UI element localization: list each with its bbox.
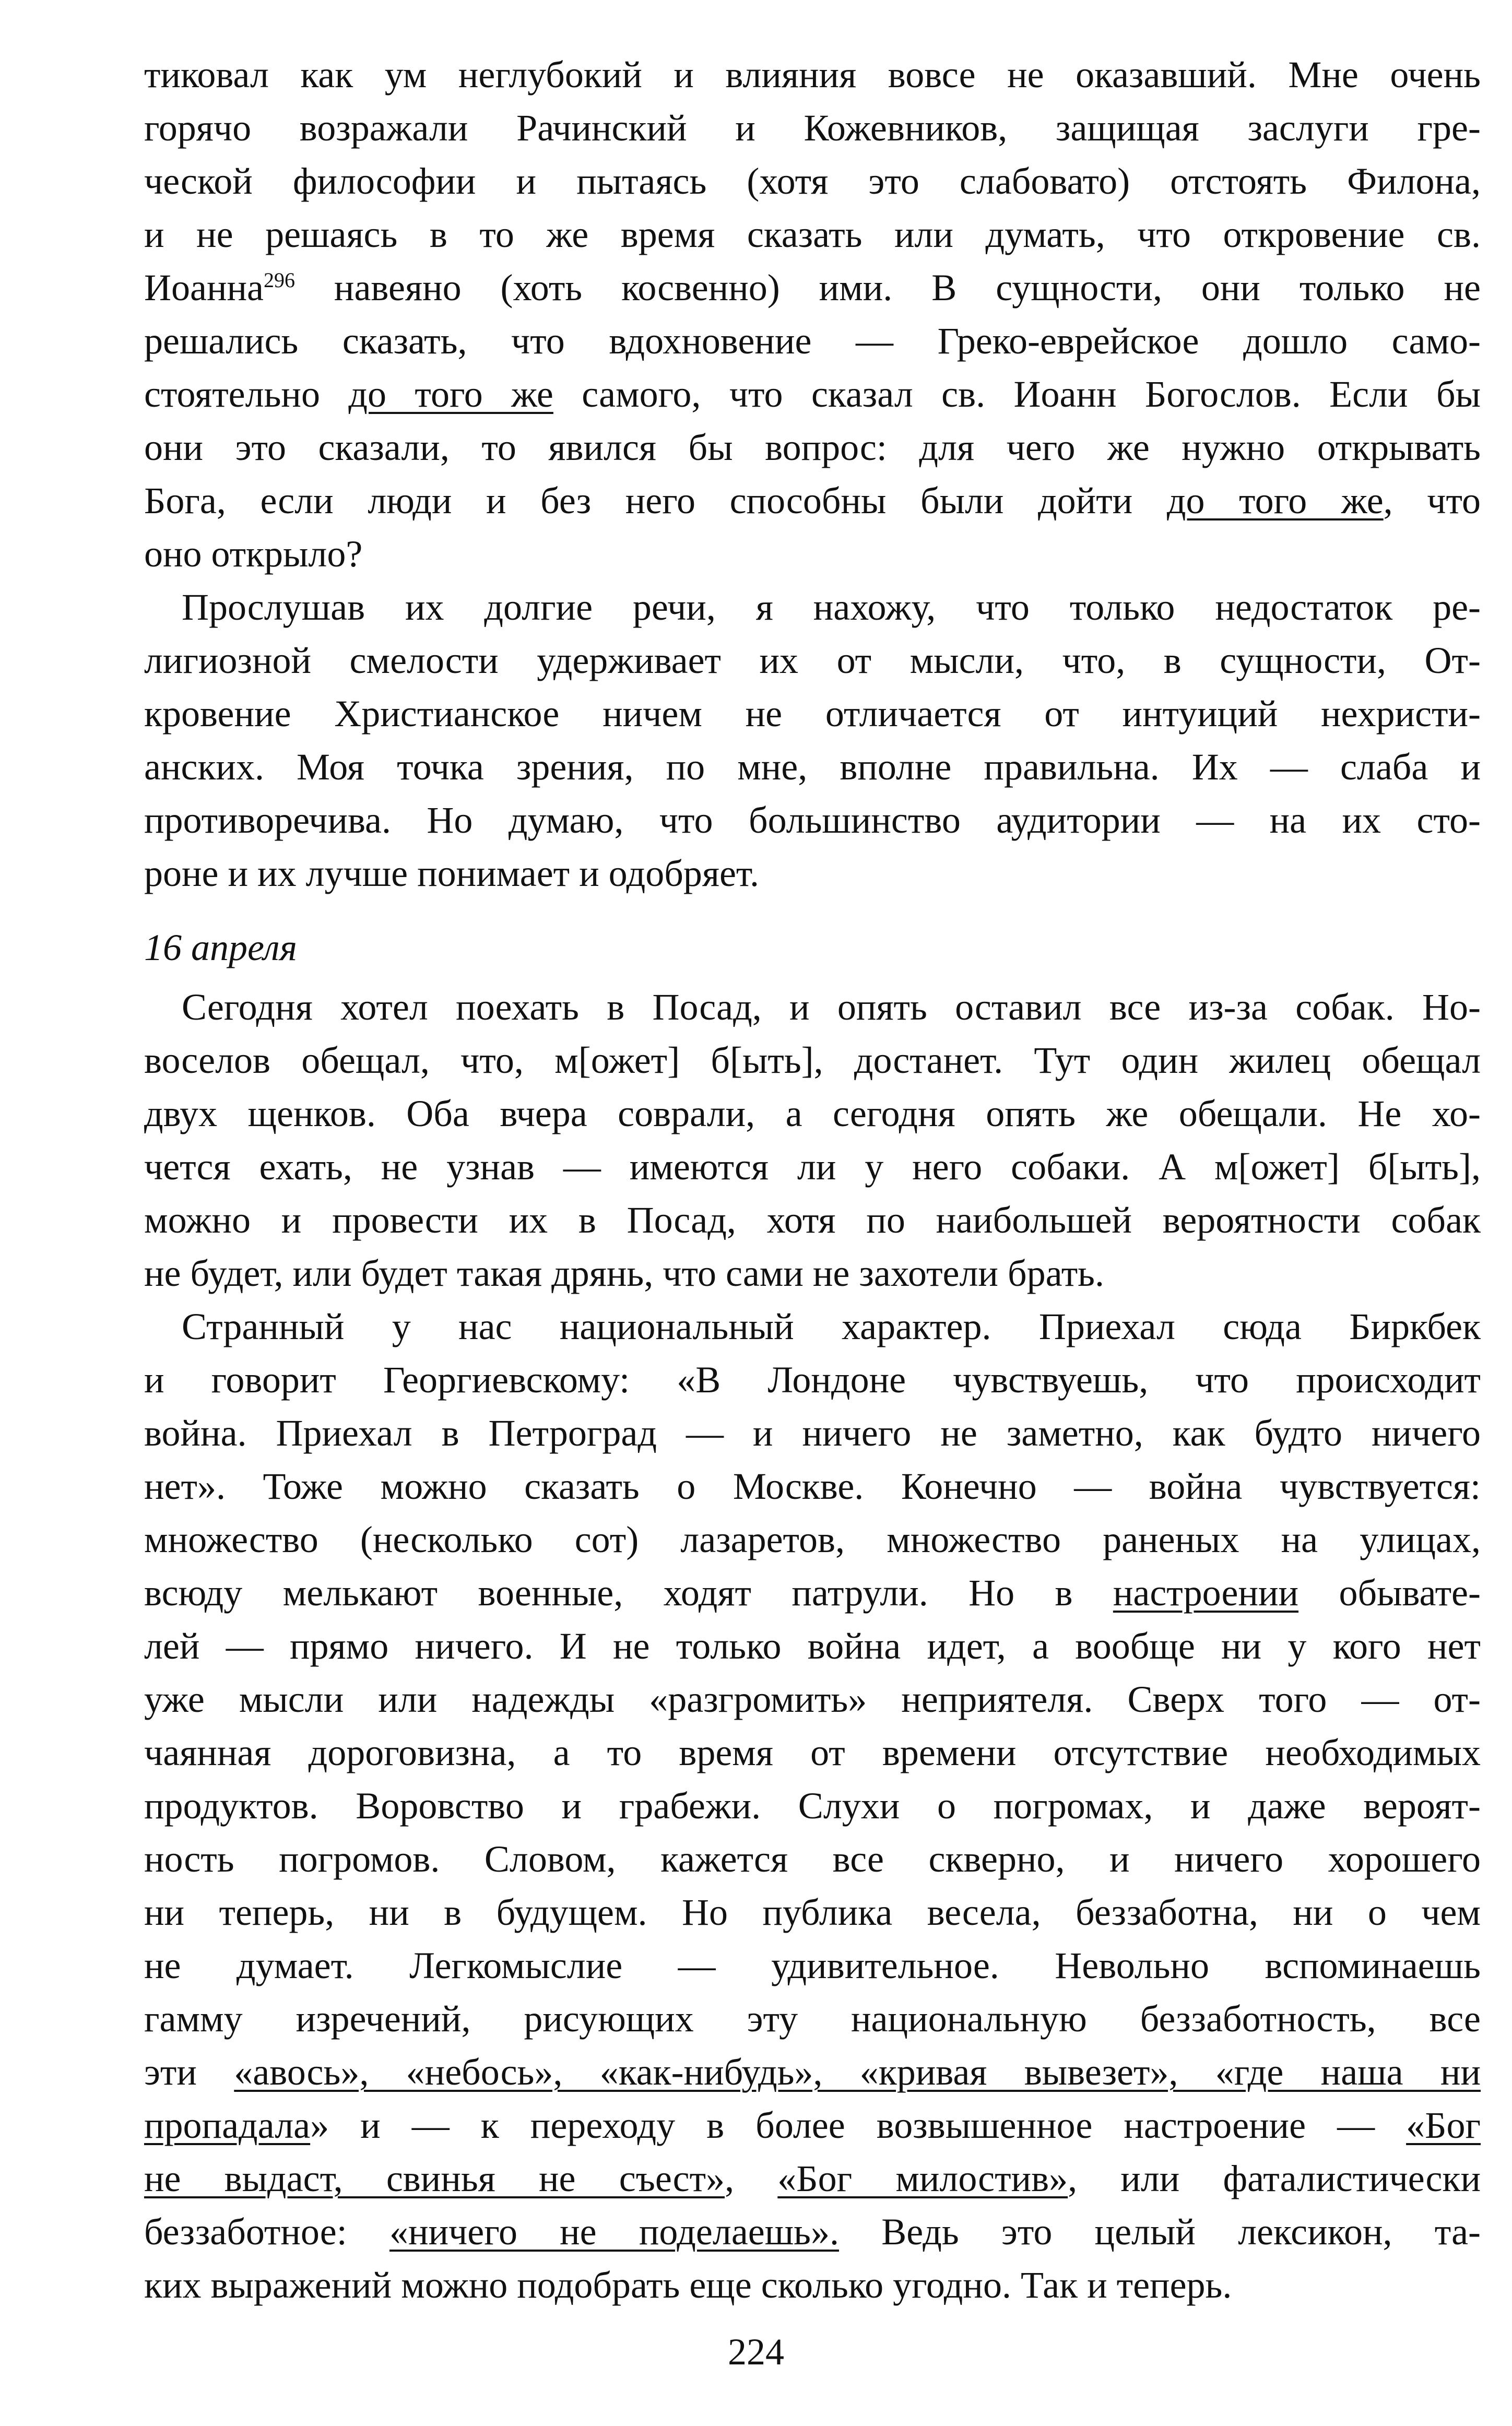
text-line: Сегодня хотел поехать в Посад, и опять оставил все из-за собак. Но- bbox=[182, 986, 1481, 1028]
text-line: Странный у нас национальный характер. Приехал сюда Биркбек bbox=[182, 1306, 1481, 1347]
underlined-text: «Бог милостив» bbox=[777, 2158, 1068, 2199]
text-line: и не решаясь в то же время сказать или думать, что откровение св. bbox=[144, 214, 1481, 255]
text-line bbox=[144, 1566, 1481, 1619]
underlined-text: настроении bbox=[1113, 1572, 1299, 1614]
text-segment: » и — к переходу в более возвышенное настроение — bbox=[310, 2104, 1407, 2146]
text-line: можно и провести их в Посад, хотя по наибольшей вероятности собак bbox=[144, 1199, 1481, 1241]
text-segment: стоятельно bbox=[144, 373, 349, 415]
text-line: множество (несколько сот) лазаретов, множество раненых на улицах, bbox=[144, 1519, 1481, 1560]
text-line: Прослушав их долгие речи, я нахожу, что только недостаток ре- bbox=[182, 586, 1481, 628]
text-line: лигиозной смелости удерживает их от мысли, что, в сущности, От- bbox=[144, 640, 1481, 681]
text-line: ни теперь, ни в будущем. Но публика весела, беззаботна, ни о чем bbox=[144, 1891, 1481, 1933]
text-line: оно открыло? bbox=[144, 533, 363, 575]
paragraph bbox=[144, 980, 1481, 1300]
text-line: горячо возражали Рачинский и Кожевников, защищая заслуги гре- bbox=[144, 107, 1481, 149]
text-segment: Бога, если люди и без него способны были дойти bbox=[144, 480, 1167, 522]
text-segment: , что bbox=[1383, 480, 1481, 522]
text-segment: , bbox=[725, 2158, 778, 2199]
paragraph bbox=[144, 1300, 1481, 2312]
text-line bbox=[144, 368, 1481, 421]
text-line: и говорит Георгиевскому: «В Лондоне чувствуешь, что происходит bbox=[144, 1359, 1481, 1401]
text-line: роне и их лучше понимает и одобряет. bbox=[144, 853, 759, 894]
text-line: гамму изречений, рисующих эту национальную беззаботность, все bbox=[144, 1998, 1481, 2040]
text-segment: навеяно (хоть косвенно) ими. В сущности, они только не bbox=[294, 267, 1481, 309]
underlined-text: «Бог bbox=[1406, 2104, 1481, 2146]
text-line: они это сказали, то явился бы вопрос: для чего же нужно открывать bbox=[144, 427, 1481, 468]
text-line: не думает. Легкомыслие — удивительное. Невольно вспоминаешь bbox=[144, 1945, 1481, 1986]
text-line: продуктов. Воровство и грабежи. Слухи о погромах, и даже вероят- bbox=[144, 1785, 1481, 1827]
text-line: кровение Христианское ничем не отличается от интуиций нехристи- bbox=[144, 693, 1481, 735]
text-line: лей — прямо ничего. И не только война идет, а вообще ни у кого нет bbox=[144, 1625, 1481, 1667]
text-line: ность погромов. Словом, кажется все скверно, и ничего хорошего bbox=[144, 1838, 1481, 1880]
footnote-marker: 296 bbox=[263, 268, 295, 292]
underlined-text: до того же bbox=[1166, 480, 1384, 522]
text-line bbox=[144, 2152, 1481, 2205]
page-number: 224 bbox=[728, 2331, 784, 2373]
underlined-text: «ничего не поделаешь». bbox=[389, 2211, 840, 2253]
text-line bbox=[144, 261, 1481, 314]
text-segment: самого, что сказал св. Иоанн Богослов. Если бы bbox=[553, 373, 1481, 415]
text-segment: всюду мелькают военные, ходят патрули. Но в bbox=[144, 1572, 1113, 1614]
text-line bbox=[144, 2205, 1481, 2258]
paragraph bbox=[144, 48, 1481, 581]
entry-date: 16 апреля bbox=[144, 927, 298, 968]
text-segment: беззаботное: bbox=[144, 2211, 389, 2253]
text-segment: Иоанна bbox=[144, 267, 264, 309]
text-line: анских. Моя точка зрения, по мне, вполне правильна. Их — слаба и bbox=[144, 746, 1481, 788]
text-line: двух щенков. Оба вчера соврали, а сегодня опять же обещали. Не хо- bbox=[144, 1093, 1481, 1134]
underlined-text: пропадала bbox=[144, 2104, 311, 2146]
text-line bbox=[144, 2045, 1481, 2099]
underlined-text: не выдаст, свинья не съест» bbox=[144, 2158, 725, 2199]
page-body bbox=[144, 48, 1481, 2312]
text-line: нет». Тоже можно сказать о Москве. Конечно — война чувствуется: bbox=[144, 1465, 1481, 1507]
text-line bbox=[144, 2099, 1481, 2152]
text-segment: обывате- bbox=[1298, 1572, 1481, 1614]
text-segment: , или фаталистически bbox=[1068, 2158, 1481, 2199]
text-line: воселов обещал, что, м[ожет] б[ыть], достанет. Тут один жилец обещал bbox=[144, 1039, 1481, 1081]
text-line: ких выражений можно подобрать еще сколько угодно. Так и теперь. bbox=[144, 2264, 1232, 2306]
text-line: ческой философии и пытаясь (хотя это слабовато) отстоять Филона, bbox=[144, 160, 1481, 202]
text-line: тиковал как ум неглубокий и влияния вовсе не оказавший. Мне очень bbox=[144, 54, 1481, 96]
text-line: противоречива. Но думаю, что большинство аудитории — на их сто- bbox=[144, 799, 1481, 841]
text-line: чется ехать, не узнав — имеются ли у него собаки. А м[ожет] б[ыть], bbox=[144, 1146, 1481, 1188]
text-line: война. Приехал в Петроград — и ничего не заметно, как будто ничего bbox=[144, 1412, 1481, 1454]
paragraph bbox=[144, 581, 1481, 900]
text-line: уже мысли или надежды «разгромить» неприятеля. Сверх того — от- bbox=[144, 1678, 1481, 1720]
text-line bbox=[144, 474, 1481, 527]
text-segment: эти bbox=[144, 2051, 234, 2093]
underlined-text: «авось», «небось», «как-нибудь», «кривая вывезет», «где наша ни bbox=[234, 2051, 1481, 2093]
text-line: чаянная дороговизна, а то время от времени отсутствие необходимых bbox=[144, 1732, 1481, 1773]
underlined-text: до того же bbox=[348, 373, 553, 415]
text-segment: Ведь это целый лексикон, та- bbox=[839, 2211, 1481, 2253]
text-line: решались сказать, что вдохновение — Греко-еврейское дошло само- bbox=[144, 320, 1481, 362]
text-line: не будет, или будет такая дрянь, что сами не захотели брать. bbox=[144, 1252, 1104, 1294]
